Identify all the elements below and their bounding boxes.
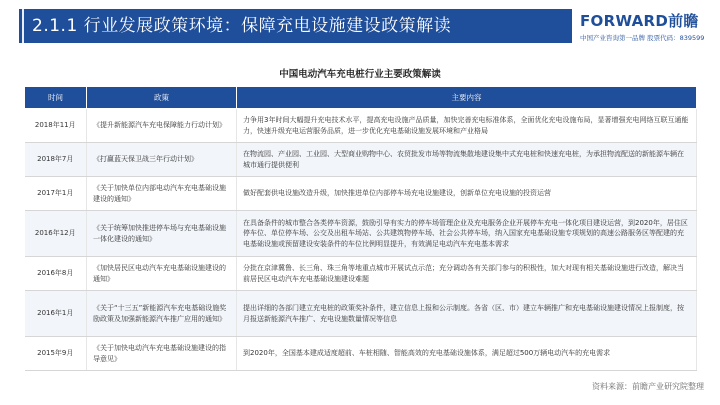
cell-time: 2018年7月 — [25, 143, 87, 177]
cell-policy: 《打赢蓝天保卫战三年行动计划》 — [87, 143, 237, 177]
cell-time: 2017年1月 — [25, 177, 87, 211]
cell-content: 到2020年，全国基本建成适度超前、车桩相随、智能高效的充电基础设施体系，满足超过500万辆电动汽车的充电需求 — [237, 337, 697, 371]
table-row — [25, 177, 697, 211]
cell-content: 在具备条件的城市整合各类停车资源，鼓励引导有实力的停车场管理企业及充电服务企业开展停车充电一体化项目建设运营，到2020年，居住区停车位、单位停车场、公交及出租车场站、公共建筑物停车场、社会公共停车场，纳入国家充电基础设施专项规划的高速公路服务区等配建的充电基础设施或预留建设安装条件的车位比例明显提升，有效满足电动汽车充电基本需求 — [237, 211, 697, 257]
cell-content: 分批在京津冀鲁、长三角、珠三角等地重点城市开展试点示范；充分调动各有关部门参与的积极性，加大对现有相关基础设施进行改造，解决当前居民区电动汽车充电基础设施建设难题 — [237, 257, 697, 291]
table-row — [25, 257, 697, 291]
column-header-time: 时间 — [25, 87, 87, 109]
table-row — [25, 291, 697, 337]
column-header-content: 主要内容 — [237, 87, 697, 109]
header-accent-bar — [14, 9, 19, 43]
cell-content: 做好配套供电设施改造升级，加快推进单位内部停车场充电设施建设，创新单位充电设施的投资运营 — [237, 177, 697, 211]
logo-tagline: 中国产业咨询第一品牌 股票代码：839599 — [580, 34, 705, 42]
table-row — [25, 109, 697, 143]
cell-policy: 《关于加快单位内部电动汽车充电基础设施建设的通知》 — [87, 177, 237, 211]
table-title: 中国电动汽车充电桩行业主要政策解读 — [279, 69, 441, 80]
table-row — [25, 337, 697, 371]
table-row — [25, 143, 697, 177]
table-row — [25, 211, 697, 257]
cell-policy: 《关于统筹加快推进停车场与充电基础设施一体化建设的通知》 — [87, 211, 237, 257]
page-header — [0, 0, 720, 52]
cell-policy: 《关于“十三五”新能源汽车充电基础设施奖励政策及加强新能源汽车推广应用的通知》 — [87, 291, 237, 337]
cell-time: 2016年1月 — [25, 291, 87, 337]
cell-time: 2015年9月 — [25, 337, 87, 371]
policy-table — [24, 86, 697, 371]
cell-policy: 《加快居民区电动汽车充电基础设施建设的通知》 — [87, 257, 237, 291]
forward-logo — [580, 10, 708, 44]
cell-policy: 《关于加快电动汽车充电基础设施建设的指导意见》 — [87, 337, 237, 371]
logo-text: FORWARD前瞻 — [580, 12, 699, 30]
cell-time: 2016年8月 — [25, 257, 87, 291]
table-header-row — [25, 87, 697, 109]
column-header-policy: 政策 — [87, 87, 237, 109]
page-title: 2.1.1 行业发展政策环境：保障充电设施建设政策解读 — [32, 16, 452, 36]
source-note: 资料来源：前瞻产业研究院整理 — [592, 382, 704, 391]
cell-content: 在物流园、产业园、工业园、大型商业购物中心、农贸批发市场等物流集散地建设集中式充电桩和快速充电桩，为承担物流配送的新能源车辆在城市通行提供便利 — [237, 143, 697, 177]
cell-content: 提出详细的各部门建立充电桩的政策奖补条件，建立信息上报和公示制度。各省（区、市）建立车辆推广和充电基础设施建设情况上报制度，按月报送新能源汽车推广、充电设施数量情况等信息 — [237, 291, 697, 337]
cell-policy: 《提升新能源汽车充电保障能力行动计划》 — [87, 109, 237, 143]
header-accent-line — [22, 9, 24, 43]
cell-content: 力争用3年时间大幅提升充电技术水平，提高充电设施产品质量，加快完善充电标准体系，全面优化充电设施布局，显著增强充电网络互联互通能力，快速升级充电运营服务品质，进一步优化充电基础设施发展环境和产业格局 — [237, 109, 697, 143]
cell-time: 2016年12月 — [25, 211, 87, 257]
cell-time: 2018年11月 — [25, 109, 87, 143]
